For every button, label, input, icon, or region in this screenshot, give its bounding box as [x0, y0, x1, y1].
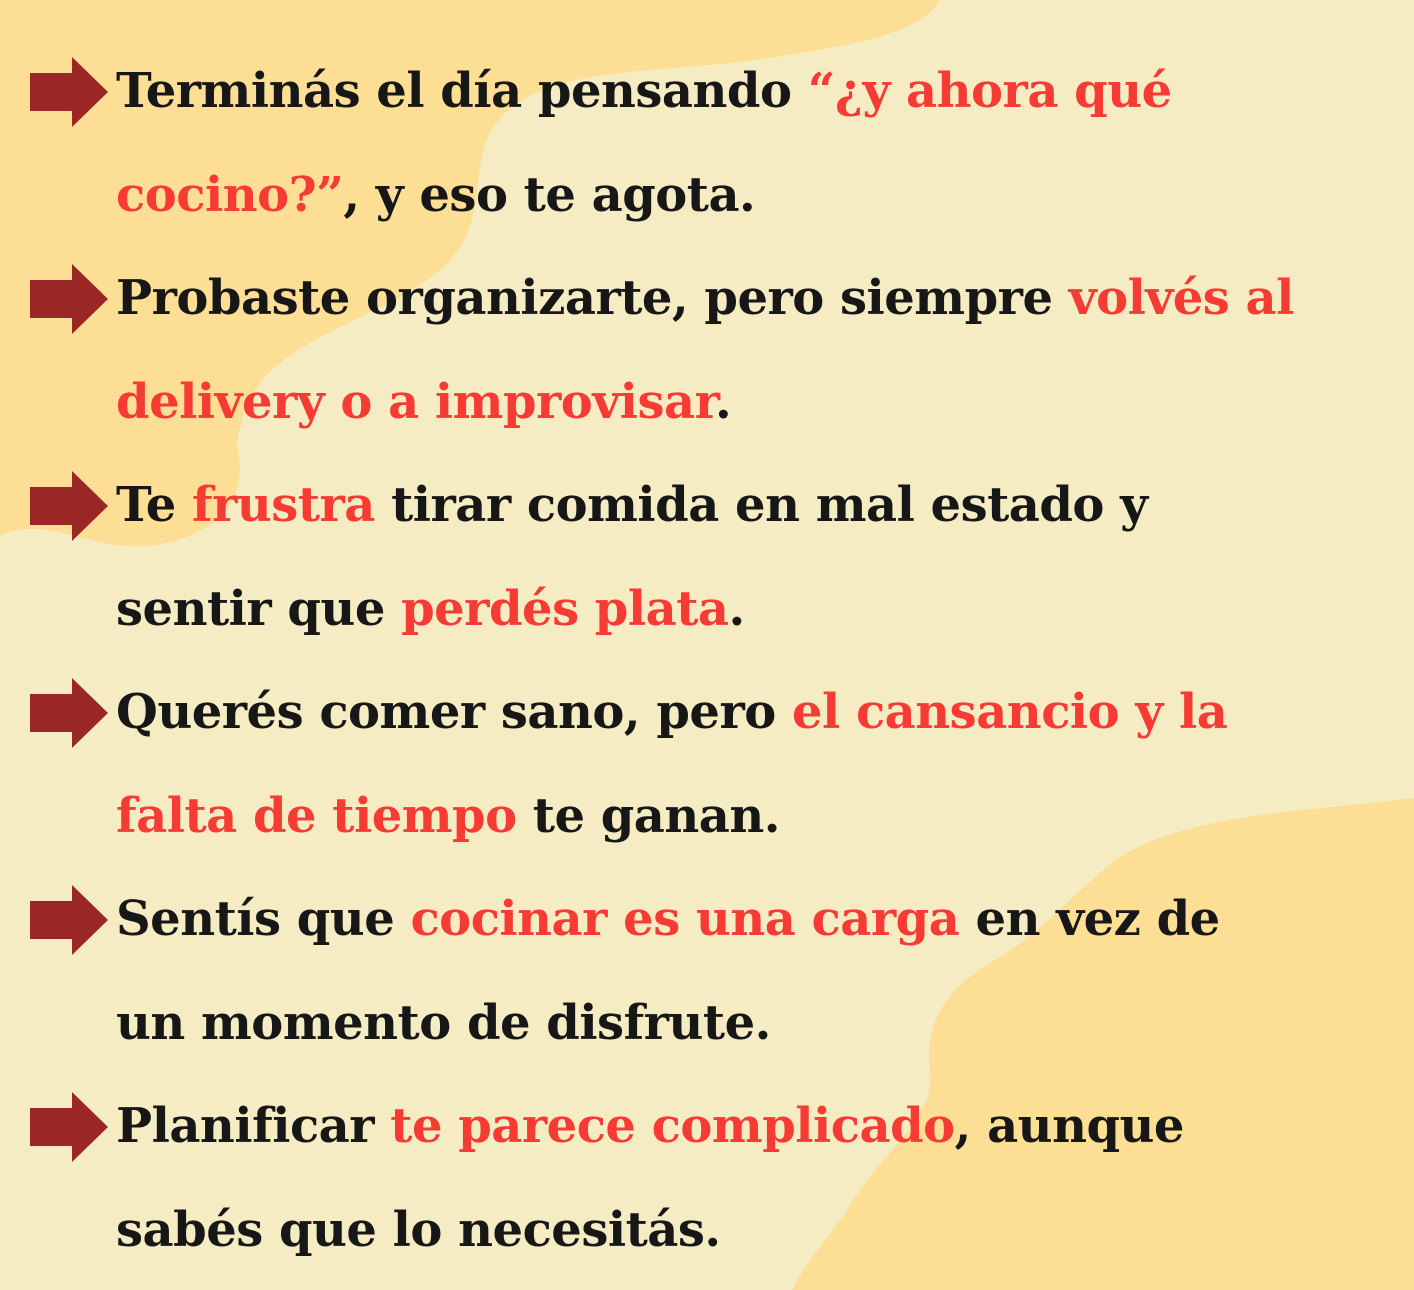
- text-line: [116, 351, 1394, 455]
- bullet-item: [30, 1075, 1394, 1282]
- bullet-item: [30, 247, 1394, 454]
- text-segment: cocino?”: [116, 166, 344, 223]
- text-line: [116, 247, 1394, 351]
- text-segment: Terminás el día pensando: [116, 63, 808, 119]
- text-segment: volvés al: [1068, 270, 1294, 326]
- bullet-item: [30, 868, 1394, 1075]
- bullet-text: [116, 1075, 1394, 1282]
- text-segment: frustra: [191, 477, 375, 533]
- arrow-icon: [30, 885, 108, 955]
- text-segment: Sentís que: [116, 891, 411, 947]
- bullet-text: [116, 454, 1394, 661]
- text-segment: falta de tiempo: [116, 787, 517, 844]
- text-line: [116, 868, 1394, 972]
- text-line: [116, 40, 1394, 144]
- arrow-icon: [30, 57, 108, 127]
- text-segment: Te: [116, 477, 192, 533]
- text-line: [116, 765, 1394, 869]
- text-segment: delivery o a improvisar: [116, 373, 715, 430]
- text-segment: Querés comer sano, pero: [116, 684, 792, 740]
- text-segment: cocinar es una carga: [410, 891, 960, 947]
- text-segment: .: [714, 373, 732, 430]
- bullet-item: [30, 454, 1394, 661]
- arrow-icon: [30, 471, 108, 541]
- text-segment: Planificar: [116, 1098, 391, 1154]
- text-segment: Probaste organizarte, pero siempre: [116, 270, 1069, 326]
- bullet-item: [30, 661, 1394, 868]
- arrow-icon: [30, 1092, 108, 1162]
- arrow-icon-shape: [30, 885, 108, 955]
- text-line: [116, 144, 1394, 248]
- text-line: [116, 1179, 1394, 1283]
- arrow-icon-shape: [30, 264, 108, 334]
- text-line: [116, 661, 1394, 765]
- text-line: [116, 558, 1394, 662]
- text-segment: sabés que lo necesitás.: [116, 1201, 721, 1258]
- text-segment: el cansancio y la: [791, 684, 1228, 740]
- arrow-icon-shape: [30, 678, 108, 748]
- text-segment: , y eso te agota.: [343, 166, 756, 223]
- text-segment: sentir que: [116, 580, 402, 637]
- bullet-item: [30, 40, 1394, 247]
- arrow-icon-shape: [30, 1092, 108, 1162]
- arrow-icon-shape: [30, 57, 108, 127]
- arrow-icon-shape: [30, 471, 108, 541]
- text-segment: , aunque: [954, 1098, 1184, 1154]
- arrow-icon: [30, 264, 108, 334]
- text-segment: .: [728, 580, 745, 637]
- bullet-text: [116, 247, 1394, 454]
- text-segment: un momento de disfrute.: [116, 994, 771, 1051]
- text-segment: “¿y ahora qué: [807, 63, 1172, 119]
- text-line: [116, 972, 1394, 1076]
- arrow-icon: [30, 678, 108, 748]
- text-segment: perdés plata: [401, 580, 729, 637]
- text-line: [116, 454, 1394, 558]
- bullet-text: [116, 40, 1394, 247]
- text-segment: tirar comida en mal estado y: [374, 477, 1148, 533]
- bullet-text: [116, 868, 1394, 1075]
- text-segment: en vez de: [959, 891, 1220, 947]
- text-segment: te ganan.: [516, 787, 780, 844]
- text-line: [116, 1075, 1394, 1179]
- text-segment: te parece complicado: [390, 1098, 955, 1154]
- bullet-text: [116, 661, 1394, 868]
